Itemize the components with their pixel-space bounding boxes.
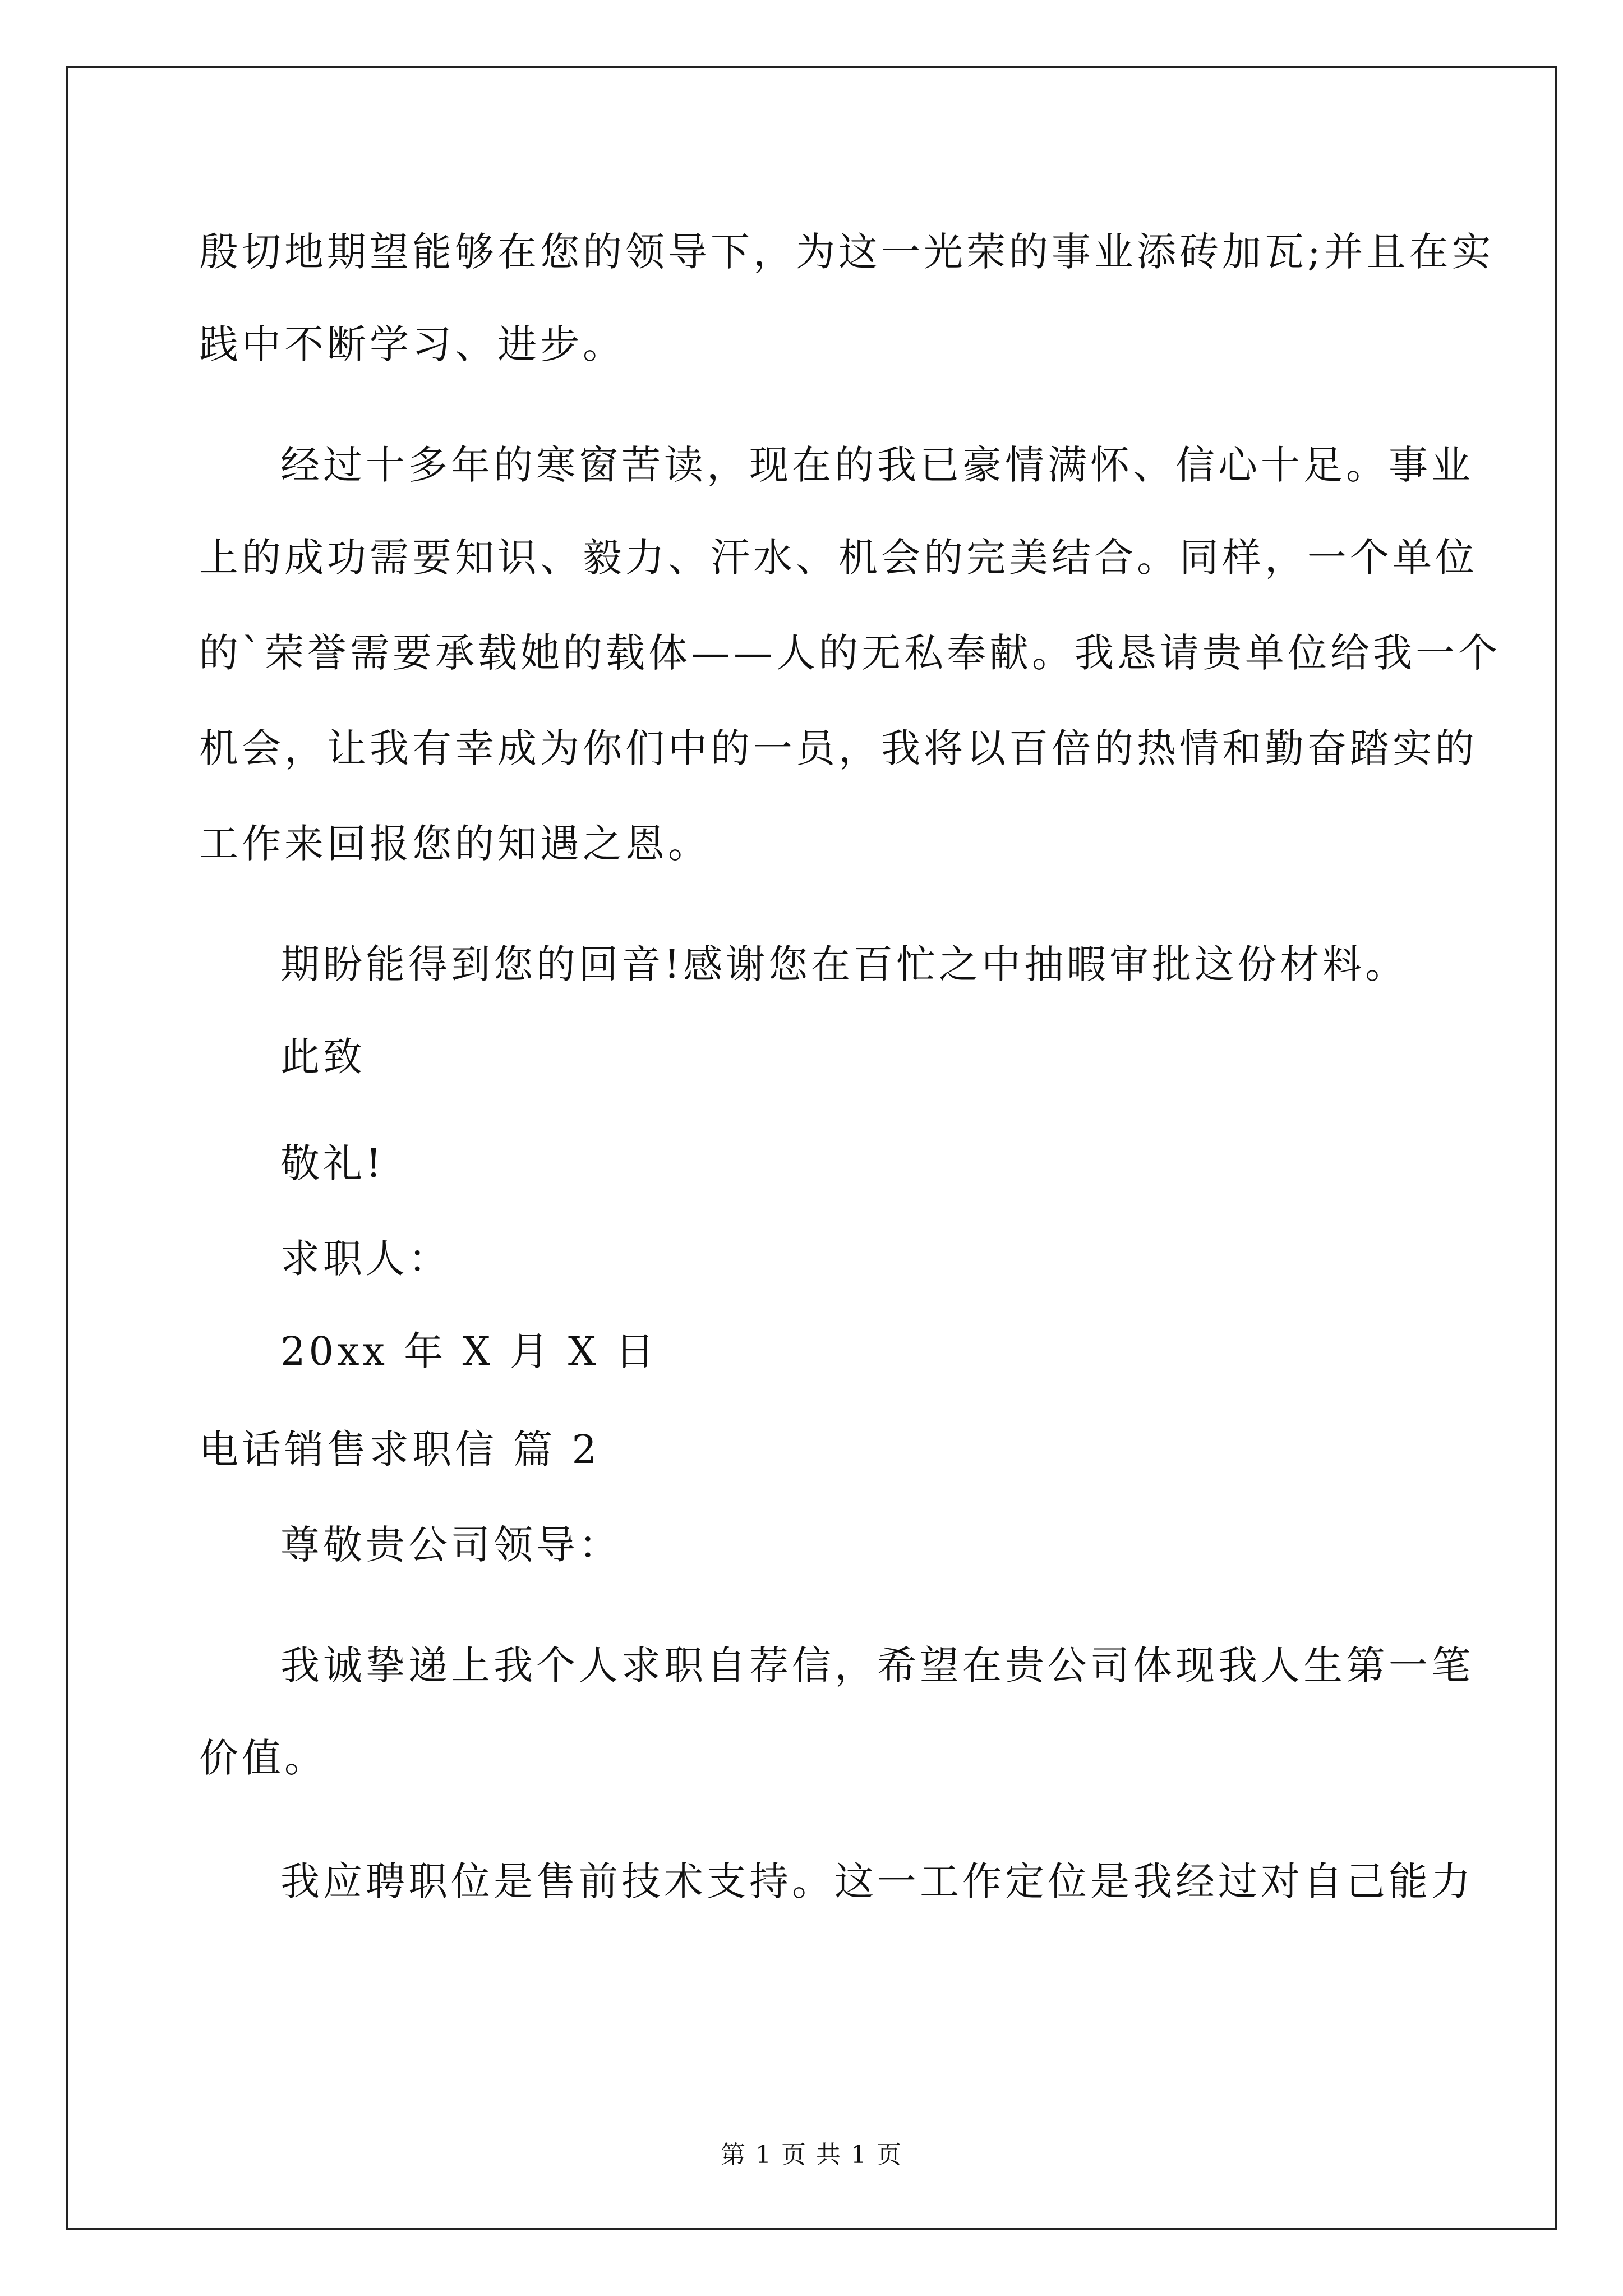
body-line-5: 的`荣誉需要承载她的载体——人的无私奉献。我恳请贵单位给我一个 xyxy=(199,630,1501,676)
body-line-4: 上的成功需要知识、毅力、汗水、机会的完美结合。同样，一个单位 xyxy=(199,535,1478,581)
body-line-16: 价值。 xyxy=(199,1735,327,1781)
body-line-7: 工作来回报您的知遇之恩。 xyxy=(199,821,711,867)
section-heading: 电话销售求职信 篇 2 xyxy=(199,1427,601,1473)
body-line-15: 我诚挚递上我个人求职自荐信，希望在贵公司体现我人生第一笔 xyxy=(280,1642,1474,1688)
body-line-1: 殷切地期望能够在您的领导下，为这一光荣的事业添砖加瓦;并且在实 xyxy=(199,229,1495,275)
body-line-6: 机会，让我有幸成为你们中的一员，我将以百倍的热情和勤奋踏实的 xyxy=(199,725,1478,771)
page-footer: 第 1 页 共 1 页 xyxy=(721,2141,902,2169)
applicant-label: 求职人： xyxy=(280,1236,451,1282)
letter-date: 20xx 年 X 月 X 日 xyxy=(280,1328,658,1374)
closing-regards: 敬礼! xyxy=(280,1140,385,1186)
greeting-line: 尊敬贵公司领导： xyxy=(280,1522,621,1568)
body-line-8: 期盼能得到您的回音!感谢您在百忙之中抽暇审批这份材料。 xyxy=(280,941,1408,987)
body-line-3: 经过十多年的寒窗苦读，现在的我已豪情满怀、信心十足。事业 xyxy=(280,442,1474,488)
body-line-2: 践中不断学习、进步。 xyxy=(199,321,625,367)
body-line-17: 我应聘职位是售前技术支持。这一工作定位是我经过对自己能力 xyxy=(280,1858,1474,1904)
closing-salutation: 此致 xyxy=(280,1034,366,1080)
